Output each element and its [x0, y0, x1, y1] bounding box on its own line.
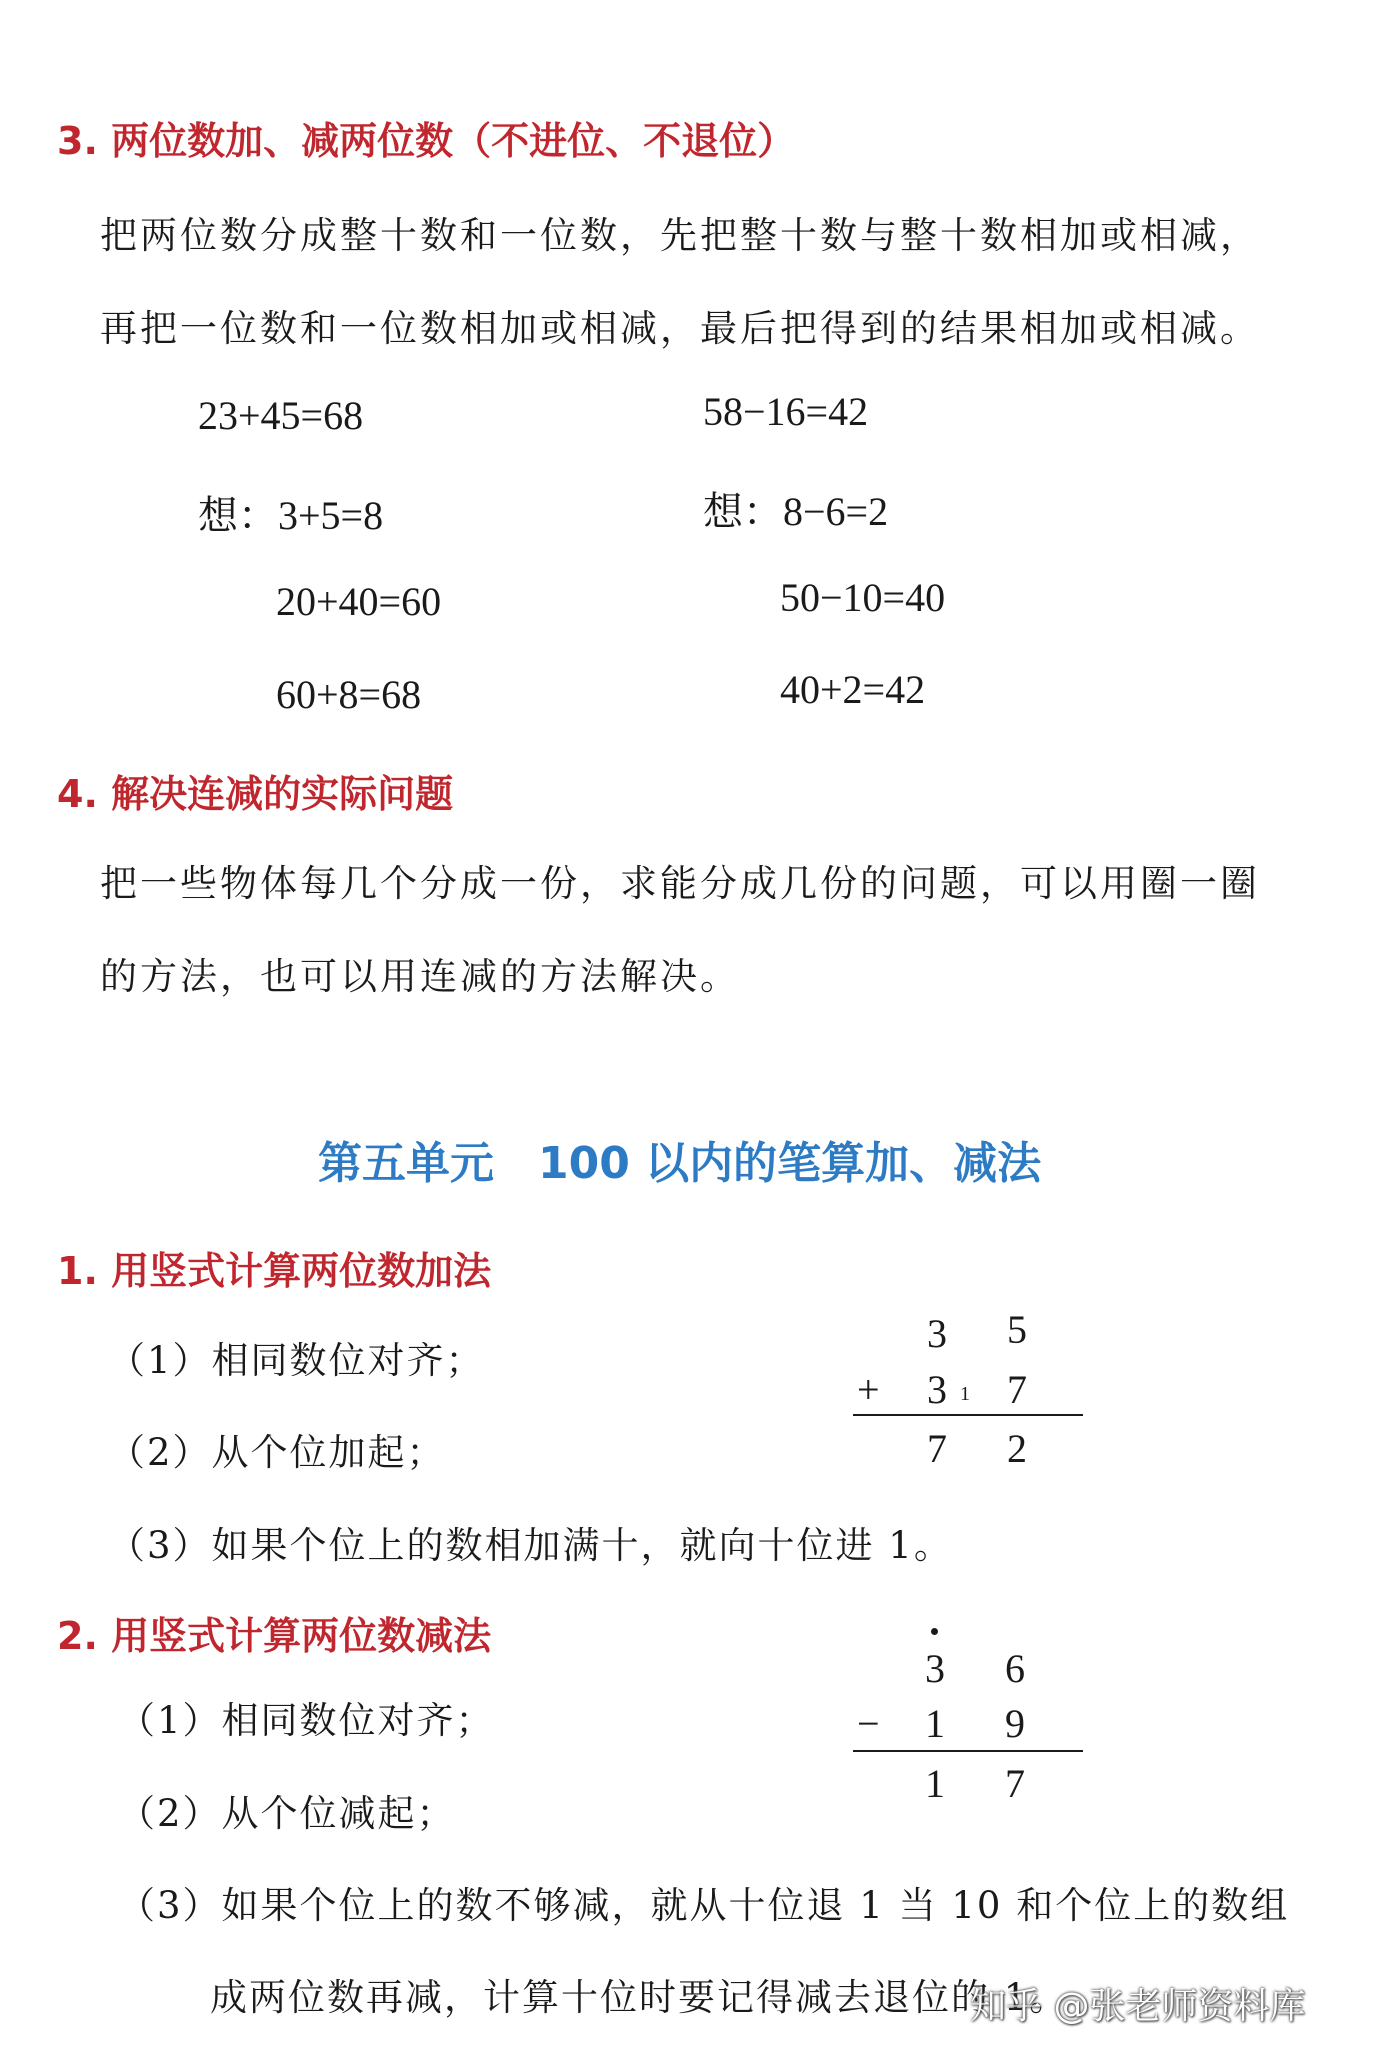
subtraction-example-think: 想：8−6=2	[703, 489, 889, 534]
subtrahend-tens: 1	[925, 1701, 945, 1746]
section-3-heading: 3. 两位数加、减两位数（不进位、不退位）	[57, 119, 796, 163]
subtraction-difference-line	[853, 1750, 1083, 1752]
subtraction-step-1: （1）相同数位对齐；	[118, 1699, 495, 1742]
addend-1-tens: 3	[927, 1311, 947, 1356]
subtraction-example-equation: 58−16=42	[703, 389, 869, 434]
addition-step-1: （1）相同数位对齐；	[108, 1339, 485, 1382]
subtraction-step-2: （2）从个位减起；	[118, 1792, 456, 1835]
plus-sign: +	[857, 1367, 880, 1412]
minuend-tens: 3	[925, 1646, 945, 1691]
subtraction-method-heading: 2. 用竖式计算两位数减法	[57, 1614, 492, 1658]
addition-sum-line	[853, 1414, 1083, 1416]
addend-2-tens: 3	[927, 1367, 947, 1412]
difference-ones: 7	[1005, 1761, 1025, 1806]
unit-title: 第五单元 100 以内的笔算加、减法	[318, 1138, 1042, 1189]
difference-tens: 1	[925, 1761, 945, 1806]
minuend-ones: 6	[1005, 1646, 1025, 1691]
section-4-heading: 4. 解决连减的实际问题	[57, 772, 454, 816]
subtraction-example-step-1: 50−10=40	[780, 575, 946, 620]
subtraction-step-3-continued: 成两位数再减，计算十位时要记得减去退位的 1。	[210, 1976, 1069, 2019]
subtrahend-ones: 9	[1005, 1701, 1025, 1746]
borrow-dot	[931, 1628, 938, 1635]
section-4-paragraph-line-2: 的方法，也可以用连减的方法解决。	[100, 955, 740, 998]
addition-example-think: 想：3+5=8	[198, 493, 384, 538]
addend-1-ones: 5	[1007, 1307, 1027, 1352]
addition-method-heading: 1. 用竖式计算两位数加法	[57, 1249, 492, 1293]
addition-step-3: （3）如果个位上的数相加满十，就向十位进 1。	[108, 1524, 953, 1567]
section-4-paragraph-line-1: 把一些物体每几个分成一份，求能分成几份的问题，可以用圈一圈	[100, 862, 1260, 905]
addition-example-step-2: 60+8=68	[276, 672, 422, 717]
watermark: 知乎 @张老师资料库	[970, 1986, 1306, 2027]
minus-sign: −	[857, 1701, 880, 1746]
addition-example-equation: 23+45=68	[198, 393, 364, 438]
section-3-paragraph-line-2: 再把一位数和一位数相加或相减，最后把得到的结果相加或相减。	[100, 307, 1260, 350]
subtraction-step-3: （3）如果个位上的数不够减，就从十位退 1 当 10 和个位上的数组	[118, 1884, 1290, 1927]
section-3-paragraph-line-1: 把两位数分成整十数和一位数，先把整十数与整十数相加或相减，	[100, 214, 1260, 257]
sum-ones: 2	[1007, 1426, 1027, 1471]
addend-2-ones: 7	[1007, 1367, 1027, 1412]
addition-example-step-1: 20+40=60	[276, 579, 442, 624]
subtraction-example-step-2: 40+2=42	[780, 667, 926, 712]
sum-tens: 7	[927, 1426, 947, 1471]
addition-step-2: （2）从个位加起；	[108, 1431, 446, 1474]
carry-mark: 1	[960, 1383, 970, 1405]
